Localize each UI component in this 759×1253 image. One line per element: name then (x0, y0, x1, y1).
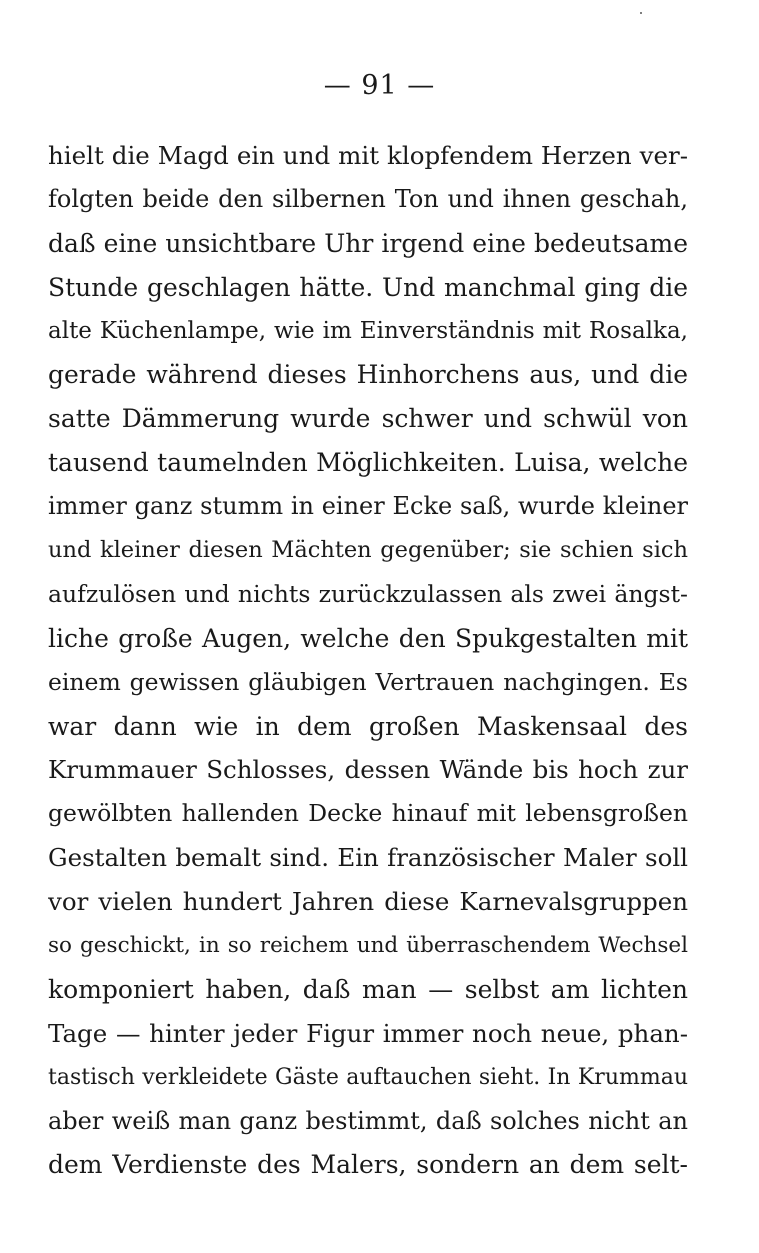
text-line: einem gewissen gläubigen Vertrauen nachgingen. Es (48, 667, 688, 696)
text-line: Krummauer Schlosses, dessen Wände bis hoch zur (48, 755, 688, 785)
text-line: gerade während dieses Hinhorchens aus, und die (48, 360, 688, 390)
text-line: und kleiner diesen Mächten gegenüber; sie schien sich (48, 537, 688, 564)
text-line: daß eine unsichtbare Uhr irgend eine bedeutsame (48, 228, 688, 258)
text-line: Gestalten bemalt sind. Ein französischer Maler soll (48, 843, 688, 873)
body-text (48, 134, 688, 1187)
text-line: war dann wie in dem großen Maskensaal des (48, 711, 688, 741)
text-line: aufzulösen und nichts zurückzulassen als zwei ängst- (48, 579, 688, 608)
text-line: liche große Augen, welche den Spukgestalten mit (48, 623, 688, 653)
text-line: so geschickt, in so reichem und überraschendem Wechsel (48, 933, 688, 959)
text-line: vor vielen hundert Jahren diese Karnevalsgruppen (48, 887, 688, 917)
text-line: aber weiß man ganz bestimmt, daß solches nicht an (48, 1106, 688, 1135)
text-line: immer ganz stumm in einer Ecke saß, wurde kleiner (48, 492, 688, 521)
text-line: alte Küchenlampe, wie im Einverständnis mit Rosalka, (48, 317, 688, 344)
text-line: dem Verdienste des Malers, sondern an dem selt- (48, 1150, 688, 1180)
text-line: tausend taumelnden Möglichkeiten. Luisa, welche (48, 448, 688, 478)
text-line: satte Dämmerung wurde schwer und schwül von (48, 404, 688, 434)
text-line: gewölbten hallenden Decke hinauf mit lebensgroßen (48, 799, 688, 828)
text-line: komponiert haben, daß man — selbst am lichten (48, 974, 688, 1004)
paper-speck (640, 12, 642, 14)
text-line: tastisch verkleidete Gäste auftauchen sieht. In Krummau (48, 1064, 688, 1090)
text-line: folgten beide den silbernen Ton und ihnen geschah, (48, 184, 688, 213)
text-line: Tage — hinter jeder Figur immer noch neue, phan- (48, 1018, 688, 1048)
text-line: Stunde geschlagen hätte. Und manchmal ging die (48, 272, 688, 302)
page-number: — 91 — (323, 70, 436, 101)
text-line: hielt die Magd ein und mit klopfendem Herzen ver- (48, 141, 688, 170)
